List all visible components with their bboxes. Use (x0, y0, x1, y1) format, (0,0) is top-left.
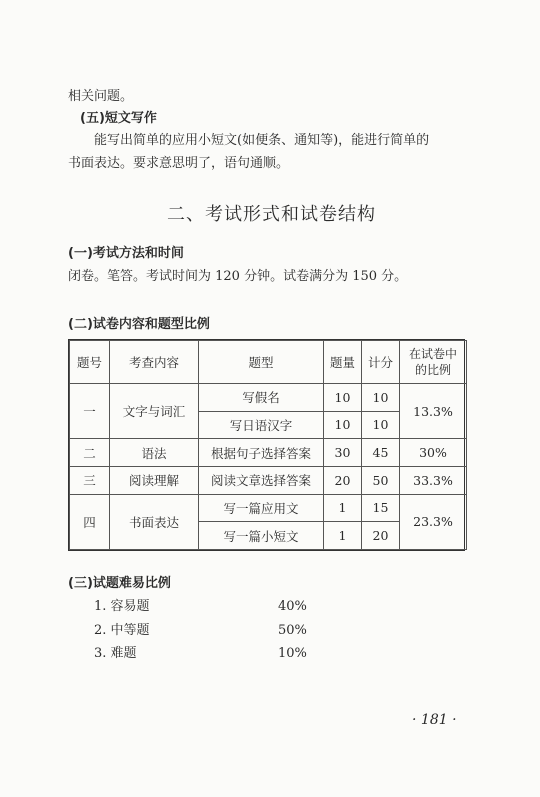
row1a-count: 10 (324, 384, 362, 412)
row4b-type: 写一篇小短文 (199, 522, 324, 550)
row4-no: 四 (70, 494, 110, 549)
table-row (70, 494, 467, 522)
row3-count: 20 (324, 466, 362, 494)
row1-no: 一 (70, 384, 110, 439)
table-row (70, 466, 467, 494)
row3-no: 三 (70, 466, 110, 494)
row1a-type: 写假名 (199, 384, 324, 412)
difficulty-item-2-label: 2. 中等题 (94, 623, 150, 638)
difficulty-item-1-value: 40% (278, 599, 307, 614)
header-ratio-line-2: 的比例 (414, 363, 451, 377)
section-1-paragraph: 闭卷。笔答。考试时间为 120 分钟。试卷满分为 150 分。 (68, 269, 408, 284)
page-number-value: 181 (420, 712, 448, 728)
difficulty-item-3-value: 10% (278, 646, 307, 661)
page-dot-left: · (412, 712, 417, 728)
row1b-type: 写日语汉字 (199, 411, 324, 439)
row1b-count: 10 (324, 411, 362, 439)
row4a-score: 15 (362, 494, 400, 522)
header-content: 考查内容 (110, 341, 199, 384)
row1-content: 文字与词汇 (110, 384, 199, 439)
row2-no: 二 (70, 439, 110, 467)
row4-ratio: 23.3% (400, 494, 467, 549)
exam-structure-table (68, 339, 465, 551)
page-dot-right: · (452, 712, 457, 728)
section-5-paragraph-line-1: 能写出简单的应用小短文(如便条、通知等)，能进行简单的 (94, 133, 430, 148)
chapter-heading: 二、考试形式和试卷结构 (167, 204, 376, 225)
section-2-title: (二)试卷内容和题型比例 (68, 317, 210, 332)
header-type: 题型 (199, 341, 324, 384)
row2-type: 根据句子选择答案 (199, 439, 324, 467)
row3-content: 阅读理解 (110, 466, 199, 494)
header-ratio-line-1: 在试卷中 (408, 347, 457, 361)
row4a-count: 1 (324, 494, 362, 522)
row2-score: 45 (362, 439, 400, 467)
header-count: 题量 (324, 341, 362, 384)
section-3-title: (三)试题难易比例 (68, 576, 171, 591)
row4a-type: 写一篇应用文 (199, 494, 324, 522)
difficulty-item-2-value: 50% (278, 623, 307, 638)
page-number (412, 711, 457, 729)
row1a-score: 10 (362, 384, 400, 412)
table-row (70, 439, 467, 467)
row2-content: 语法 (110, 439, 199, 467)
header-ratio (400, 341, 467, 384)
row3-ratio: 33.3% (400, 466, 467, 494)
row4-content: 书面表达 (110, 494, 199, 549)
row4b-count: 1 (324, 522, 362, 550)
row1-ratio: 13.3% (400, 384, 467, 439)
difficulty-item-3-label: 3. 难题 (94, 646, 137, 661)
table-row (70, 384, 467, 412)
section-5-paragraph-line-2: 书面表达。要求意思明了，语句通顺。 (68, 156, 290, 171)
row1b-score: 10 (362, 411, 400, 439)
section-1-title: (一)考试方法和时间 (68, 246, 184, 261)
header-no: 题号 (70, 341, 110, 384)
row3-type: 阅读文章选择答案 (199, 466, 324, 494)
table-header-row (70, 341, 467, 384)
header-score: 计分 (362, 341, 400, 384)
difficulty-item-1-label: 1. 容易题 (94, 599, 150, 614)
row3-score: 50 (362, 466, 400, 494)
row2-ratio: 30% (400, 439, 467, 467)
continuation-line: 相关问题。 (68, 89, 134, 104)
row4b-score: 20 (362, 522, 400, 550)
row2-count: 30 (324, 439, 362, 467)
section-5-title: (五)短文写作 (80, 111, 157, 126)
